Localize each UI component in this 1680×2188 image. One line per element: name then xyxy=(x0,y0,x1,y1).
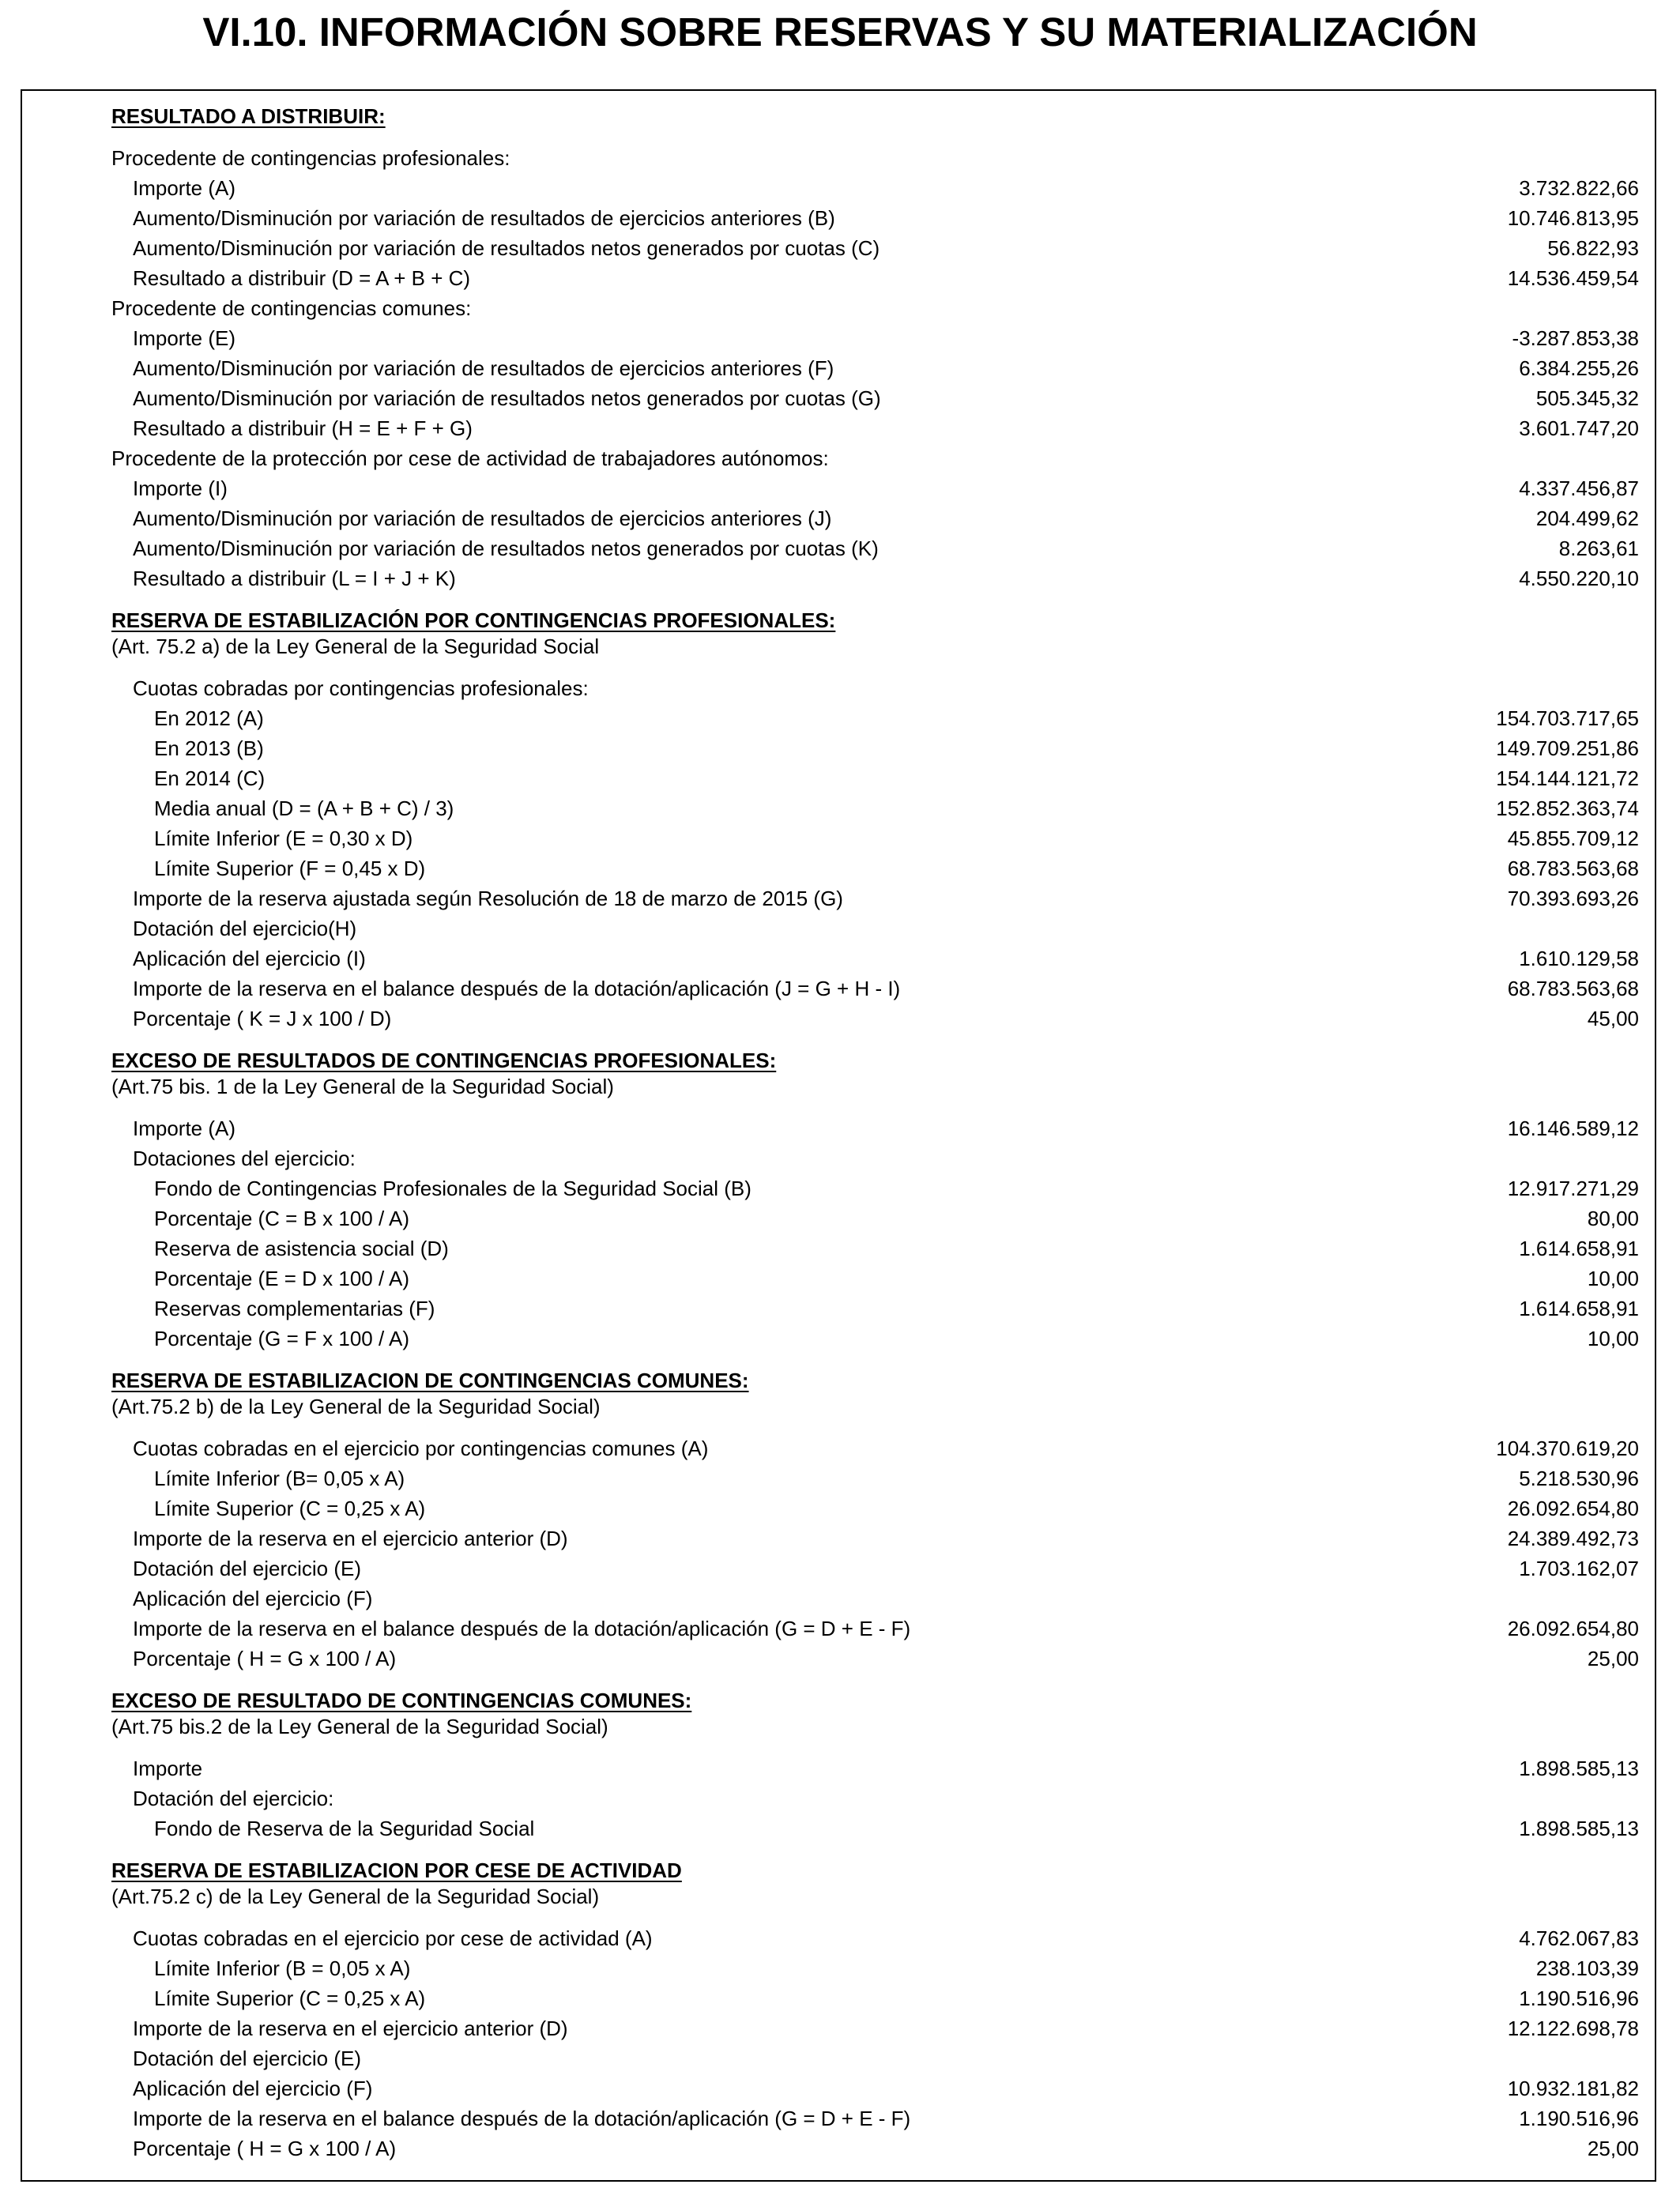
statement-row xyxy=(22,1523,1655,1553)
row-label: Aplicación del ejercicio (I) xyxy=(133,947,366,970)
row-label: Límite Inferior (B= 0,05 x A) xyxy=(154,1467,405,1490)
section-heading-label: RESERVA DE ESTABILIZACIÓN POR CONTINGENCIAS PROFESIONALES: xyxy=(111,608,836,632)
row-amount: 12.122.698,78 xyxy=(1507,2017,1639,2040)
statement-row xyxy=(22,673,1655,703)
row-amount: 68.783.563,68 xyxy=(1507,977,1639,1000)
statement-row xyxy=(22,533,1655,563)
section-heading-label: RESERVA DE ESTABILIZACION DE CONTINGENCIAS COMUNES: xyxy=(111,1369,749,1392)
statement-row xyxy=(22,853,1655,883)
row-label: Importe de la reserva en el ejercicio anterior (D) xyxy=(133,1527,568,1550)
row-label: Dotación del ejercicio(H) xyxy=(133,917,357,940)
row-amount: 6.384.255,26 xyxy=(1519,356,1639,380)
row-label: Aumento/Disminución por variación de resultados de ejercicios anteriores (J) xyxy=(133,507,832,530)
statement-row xyxy=(22,2013,1655,2043)
row-label: Porcentaje (C = B x 100 / A) xyxy=(154,1207,409,1230)
row-amount: 1.190.516,96 xyxy=(1519,1987,1639,2010)
section-heading-label: EXCESO DE RESULTADOS DE CONTINGENCIAS PROFESIONALES: xyxy=(111,1049,777,1072)
row-label: Porcentaje ( H = G x 100 / A) xyxy=(133,1647,397,1670)
statement-row xyxy=(22,203,1655,233)
statement-row xyxy=(22,2103,1655,2133)
row-label: Importe (A) xyxy=(133,176,236,200)
statement-row xyxy=(22,323,1655,353)
statement-row xyxy=(22,1712,1655,1742)
row-label: Aplicación del ejercicio (F) xyxy=(133,1587,373,1610)
statement-row xyxy=(22,1553,1655,1584)
statement-row xyxy=(22,1923,1655,1953)
row-amount: 8.263,61 xyxy=(1558,537,1639,560)
statement-row xyxy=(22,143,1655,173)
statement-row xyxy=(22,1783,1655,1813)
row-label: Importe de la reserva ajustada según Resolución de 18 de marzo de 2015 (G) xyxy=(133,887,843,910)
row-label: Importe de la reserva en el balance después de la dotación/aplicación (J = G + H - I) xyxy=(133,977,901,1000)
row-label: Aumento/Disminución por variación de resultados netos generados por cuotas (G) xyxy=(133,386,881,410)
row-label: En 2013 (B) xyxy=(154,736,264,760)
row-label: Importe de la reserva en el balance después de la dotación/aplicación (G = D + E - F) xyxy=(133,1617,911,1640)
row-label: Cuotas cobradas en el ejercicio por cese de actividad (A) xyxy=(133,1926,653,1950)
row-amount: 68.783.563,68 xyxy=(1507,857,1639,880)
row-label: Porcentaje (G = F x 100 / A) xyxy=(154,1327,409,1350)
statement-row xyxy=(22,631,1655,661)
row-label: (Art.75 bis. 1 de la Ley General de la Seguridad Social) xyxy=(111,1075,614,1098)
statement-row xyxy=(22,1584,1655,1614)
page-title: VI.10. INFORMACIÓN SOBRE RESERVAS Y SU MATERIALIZACIÓN xyxy=(202,9,1478,55)
statement-row xyxy=(22,1324,1655,1354)
statement-row xyxy=(22,943,1655,973)
row-amount: 3.601.747,20 xyxy=(1519,416,1639,440)
row-label: (Art.75.2 b) de la Ley General de la Seguridad Social) xyxy=(111,1395,601,1418)
row-amount: 24.389.492,73 xyxy=(1507,1527,1639,1550)
row-label: Resultado a distribuir (L = I + J + K) xyxy=(133,567,456,590)
row-amount: 10.932.181,82 xyxy=(1507,2077,1639,2100)
row-amount: 1.610.129,58 xyxy=(1519,947,1639,970)
section-heading-label: RESERVA DE ESTABILIZACION POR CESE DE ACTIVIDAD xyxy=(111,1858,682,1882)
row-label: Resultado a distribuir (D = A + B + C) xyxy=(133,266,471,290)
row-label: Reserva de asistencia social (D) xyxy=(154,1237,449,1260)
statement-row xyxy=(22,1173,1655,1203)
row-label: En 2012 (A) xyxy=(154,706,264,730)
row-label: Dotación del ejercicio (E) xyxy=(133,2047,362,2070)
row-label: Procedente de la protección por cese de actividad de trabajadores autónomos: xyxy=(111,446,829,470)
row-amount: 25,00 xyxy=(1587,2137,1639,2160)
section-heading xyxy=(22,101,1655,131)
row-label: Procedente de contingencias profesionales: xyxy=(111,146,510,170)
row-label: Aplicación del ejercicio (F) xyxy=(133,2077,373,2100)
row-label: Fondo de Reserva de la Seguridad Social xyxy=(154,1817,535,1840)
row-amount: 149.709.251,86 xyxy=(1496,736,1639,760)
statement-row xyxy=(22,563,1655,593)
row-amount: 4.550.220,10 xyxy=(1519,567,1639,590)
statement-row xyxy=(22,2133,1655,2164)
statement-row xyxy=(22,1263,1655,1294)
row-label: Importe de la reserva en el balance después de la dotación/aplicación (G = D + E - F) xyxy=(133,2107,911,2130)
row-amount: 70.393.693,26 xyxy=(1507,887,1639,910)
row-label: Media anual (D = (A + B + C) / 3) xyxy=(154,796,454,820)
row-amount: 1.898.585,13 xyxy=(1519,1757,1639,1780)
row-amount: -3.287.853,38 xyxy=(1512,326,1639,350)
statement-row xyxy=(22,1493,1655,1523)
row-amount: 1.614.658,91 xyxy=(1519,1237,1639,1260)
statement-row xyxy=(22,293,1655,323)
row-amount: 104.370.619,20 xyxy=(1496,1437,1639,1460)
row-amount: 26.092.654,80 xyxy=(1507,1617,1639,1640)
row-label: Importe (E) xyxy=(133,326,236,350)
row-amount: 3.732.822,66 xyxy=(1519,176,1639,200)
statement-row xyxy=(22,1881,1655,1911)
row-label: Límite Inferior (B = 0,05 x A) xyxy=(154,1956,411,1980)
statement-row xyxy=(22,733,1655,763)
row-label: (Art. 75.2 a) de la Ley General de la Seguridad Social xyxy=(111,635,600,658)
row-amount: 80,00 xyxy=(1587,1207,1639,1230)
statement-row xyxy=(22,1813,1655,1843)
row-label: (Art.75 bis.2 de la Ley General de la Seguridad Social) xyxy=(111,1715,608,1738)
statement-row xyxy=(22,2073,1655,2103)
row-amount: 238.103,39 xyxy=(1535,1956,1639,1980)
row-label: Aumento/Disminución por variación de resultados de ejercicios anteriores (F) xyxy=(133,356,834,380)
statement-row xyxy=(22,353,1655,383)
row-label: Límite Inferior (E = 0,30 x D) xyxy=(154,827,413,850)
row-label: Dotación del ejercicio (E) xyxy=(133,1557,362,1580)
row-amount: 505.345,32 xyxy=(1535,386,1639,410)
row-amount: 4.762.067,83 xyxy=(1519,1926,1639,1950)
statement-row xyxy=(22,793,1655,823)
row-amount: 154.703.717,65 xyxy=(1496,706,1639,730)
section-heading-label: RESULTADO A DISTRIBUIR: xyxy=(111,104,386,128)
statement-row xyxy=(22,1004,1655,1034)
statement-row xyxy=(22,1203,1655,1233)
statement-row xyxy=(22,1143,1655,1173)
row-label: Importe de la reserva en el ejercicio anterior (D) xyxy=(133,2017,568,2040)
row-label: Porcentaje ( H = G x 100 / A) xyxy=(133,2137,397,2160)
statement-row xyxy=(22,1392,1655,1422)
row-label: Dotaciones del ejercicio: xyxy=(133,1147,356,1170)
row-amount: 154.144.121,72 xyxy=(1496,766,1639,790)
row-label: Aumento/Disminución por variación de resultados netos generados por cuotas (K) xyxy=(133,537,879,560)
statement-row xyxy=(22,1753,1655,1783)
row-amount: 1.614.658,91 xyxy=(1519,1297,1639,1320)
row-label: Cuotas cobradas por contingencias profesionales: xyxy=(133,676,589,700)
row-amount: 10.746.813,95 xyxy=(1507,206,1639,230)
statement-row xyxy=(22,233,1655,263)
row-label: Importe (A) xyxy=(133,1117,236,1140)
statement-row xyxy=(22,763,1655,793)
row-amount: 4.337.456,87 xyxy=(1519,476,1639,500)
row-label: En 2014 (C) xyxy=(154,766,266,790)
row-label: Aumento/Disminución por variación de resultados netos generados por cuotas (C) xyxy=(133,236,880,260)
statement-row xyxy=(22,1294,1655,1324)
row-label: Límite Superior (F = 0,45 x D) xyxy=(154,857,426,880)
statement-row xyxy=(22,973,1655,1004)
statement-row xyxy=(22,503,1655,533)
row-label: Reservas complementarias (F) xyxy=(154,1297,435,1320)
statement-row xyxy=(22,473,1655,503)
row-amount: 1.703.162,07 xyxy=(1519,1557,1639,1580)
statement-row xyxy=(22,1953,1655,1983)
statement-row xyxy=(22,823,1655,853)
statement-row xyxy=(22,1614,1655,1644)
row-amount: 152.852.363,74 xyxy=(1496,796,1639,820)
document-frame xyxy=(21,89,1656,2182)
statement-row xyxy=(22,1113,1655,1143)
row-amount: 204.499,62 xyxy=(1535,507,1639,530)
statement-row xyxy=(22,703,1655,733)
statement-row xyxy=(22,2043,1655,2073)
row-label: Resultado a distribuir (H = E + F + G) xyxy=(133,416,473,440)
row-amount: 56.822,93 xyxy=(1547,236,1639,260)
row-label: Cuotas cobradas en el ejercicio por contingencias comunes (A) xyxy=(133,1437,709,1460)
row-label: Dotación del ejercicio: xyxy=(133,1787,334,1810)
row-amount: 16.146.589,12 xyxy=(1507,1117,1639,1140)
statement-row xyxy=(22,383,1655,413)
row-amount: 26.092.654,80 xyxy=(1507,1497,1639,1520)
row-label: Importe xyxy=(133,1757,203,1780)
row-amount: 45,00 xyxy=(1587,1007,1639,1030)
row-amount: 45.855.709,12 xyxy=(1507,827,1639,850)
statement-row xyxy=(22,173,1655,203)
statement-row xyxy=(22,1983,1655,2013)
row-label: Procedente de contingencias comunes: xyxy=(111,296,472,320)
row-label: Porcentaje ( K = J x 100 / D) xyxy=(133,1007,392,1030)
statement-row xyxy=(22,913,1655,943)
row-amount: 10,00 xyxy=(1587,1327,1639,1350)
row-amount: 12.917.271,29 xyxy=(1507,1177,1639,1200)
row-amount: 10,00 xyxy=(1587,1267,1639,1290)
row-amount: 1.898.585,13 xyxy=(1519,1817,1639,1840)
row-label: Aumento/Disminución por variación de resultados de ejercicios anteriores (B) xyxy=(133,206,835,230)
section-heading-label: EXCESO DE RESULTADO DE CONTINGENCIAS COMUNES: xyxy=(111,1689,692,1712)
row-amount: 14.536.459,54 xyxy=(1507,266,1639,290)
statement-row xyxy=(22,1433,1655,1463)
row-label: Fondo de Contingencias Profesionales de la Seguridad Social (B) xyxy=(154,1177,751,1200)
statement-row xyxy=(22,443,1655,473)
statement-row xyxy=(22,883,1655,913)
row-amount: 25,00 xyxy=(1587,1647,1639,1670)
row-label: Límite Superior (C = 0,25 x A) xyxy=(154,1497,426,1520)
statement-row xyxy=(22,413,1655,443)
row-label: (Art.75.2 c) de la Ley General de la Seguridad Social) xyxy=(111,1885,600,1908)
row-amount: 5.218.530,96 xyxy=(1519,1467,1639,1490)
statement-row xyxy=(22,1071,1655,1102)
statement-row xyxy=(22,1233,1655,1263)
statement-row xyxy=(22,1463,1655,1493)
statement-row xyxy=(22,263,1655,293)
statement-row xyxy=(22,1644,1655,1674)
row-label: Límite Superior (C = 0,25 x A) xyxy=(154,1987,426,2010)
row-label: Importe (I) xyxy=(133,476,228,500)
row-label: Porcentaje (E = D x 100 / A) xyxy=(154,1267,409,1290)
row-amount: 1.190.516,96 xyxy=(1519,2107,1639,2130)
